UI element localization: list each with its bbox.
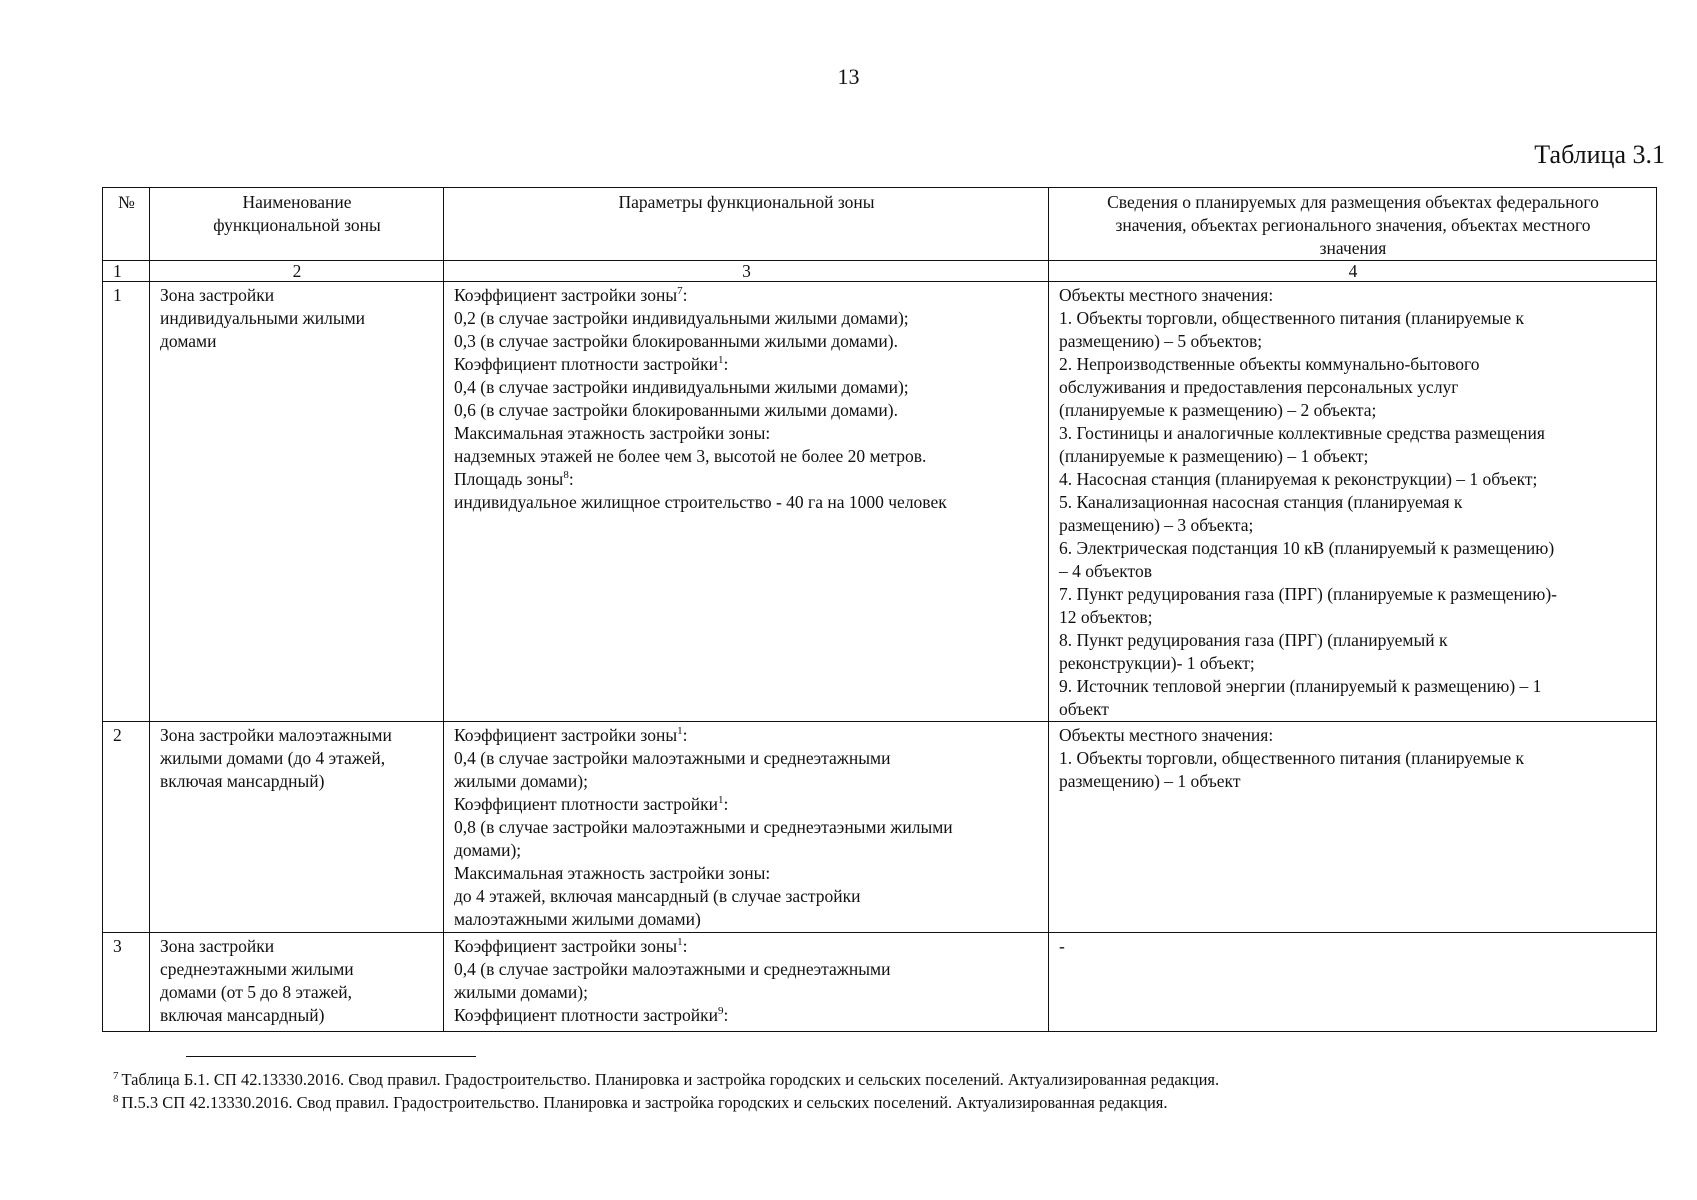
zone-parameters: Коэффициент застройки зоны$^1$: 0,4 (в случае застройки малоэтажными и среднеэтажными жилыми домами); Коэффициент плотности застройки$^1$: 0,8 (в случае застройки малоэтажными и среднеэтаэными жилыми домами); Максимальная этажность застройки зоны: до 4 этажей, включая мансардный (в случае застройки малоэтажными жилыми домами) bbox=[444, 722, 1049, 933]
table-row bbox=[103, 933, 1657, 1032]
planned-objects: - bbox=[1049, 933, 1657, 1032]
zone-name: Зона застройки среднеэтажными жилыми домами (от 5 до 8 этажей, включая мансардный) bbox=[150, 933, 444, 1032]
table-header-row bbox=[103, 188, 1657, 261]
footnote-divider bbox=[186, 1056, 476, 1057]
column-number: 3 bbox=[444, 261, 1049, 282]
column-number-row bbox=[103, 261, 1657, 282]
footnote: $^7$ Таблица Б.1. СП 42.13330.2016. Свод правил. Градостроительство. Планировка и застройка городских и сельских поселений. Актуализированная редакция. bbox=[113, 1070, 1220, 1089]
zone-parameters: Коэффициент застройки зоны$^7$: 0,2 (в случае застройки индивидуальными жилыми домами); 0,3 (в случае застройки блокированными жилыми домами). Коэффициент плотности застройки$^1$: 0,4 (в случае застройки индивидуальными жилыми домами); 0,6 (в случае застройки блокированными жилыми домами). Максимальная этажность застройки зоны: надземных этажей не более чем 3, высотой не более 20 метров. Площадь зоны$^8$: индивидуальное жилищное строительство - 40 га на 1000 человек bbox=[444, 282, 1049, 722]
footnote: $^8$ П.5.3 СП 42.13330.2016. Свод правил. Градостроительство. Планировка и застройка городских и сельских поселений. Актуализированная редакция. bbox=[113, 1093, 1168, 1112]
zone-name: Зона застройки малоэтажными жилыми домами (до 4 этажей, включая мансардный) bbox=[150, 722, 444, 933]
page-number: 13 bbox=[837, 64, 860, 89]
planned-objects: Объекты местного значения: 1. Объекты торговли, общественного питания (планируемые к размещению) – 1 объект bbox=[1049, 722, 1657, 933]
table-row bbox=[103, 282, 1657, 722]
column-number: 2 bbox=[150, 261, 444, 282]
footnotes bbox=[113, 1068, 1653, 1114]
column-number: 4 bbox=[1049, 261, 1657, 282]
table-caption: Таблица 3.1 bbox=[1534, 140, 1665, 169]
row-number: 2 bbox=[103, 722, 150, 933]
zone-parameters: Коэффициент застройки зоны$^1$: 0,4 (в случае застройки малоэтажными и среднеэтажными жилыми домами); Коэффициент плотности застройки$^9$: bbox=[444, 933, 1049, 1032]
header-number: № bbox=[103, 188, 150, 261]
zones-table bbox=[102, 187, 1657, 1032]
table-row bbox=[103, 722, 1657, 933]
row-number: 3 bbox=[103, 933, 150, 1032]
planned-objects: Объекты местного значения: 1. Объекты торговли, общественного питания (планируемые к размещению) – 5 объектов; 2. Непроизводственные объекты коммунально-бытового обслуживания и предоставления персональных услуг (планируемые к размещению) – 2 объекта; 3. Гостиницы и аналогичные коллективные средства размещения (планируемые к размещению) – 1 объект; 4. Насосная станция (планируемая к реконструкции) – 1 объект; 5. Канализационная насосная станция (планируемая к размещению) – 3 объекта; 6. Электрическая подстанция 10 кВ (планируемый к размещению) – 4 объектов 7. Пункт редуцирования газа (ПРГ) (планируемые к размещению)- 12 объектов; 8. Пункт редуцирования газа (ПРГ) (планируемый к реконструкции)- 1 объект; 9. Источник тепловой энергии (планируемый к размещению) – 1 объект bbox=[1049, 282, 1657, 722]
zone-name: Зона застройки индивидуальными жилыми домами bbox=[150, 282, 444, 722]
row-number: 1 bbox=[103, 282, 150, 722]
header-planned-objects: Сведения о планируемых для размещения объектах федерального значения, объектах регионального значения, объектах местного значения bbox=[1049, 188, 1657, 261]
header-zone-parameters: Параметры функциональной зоны bbox=[444, 188, 1049, 261]
column-number: 1 bbox=[103, 261, 150, 282]
header-zone-name: Наименование функциональной зоны bbox=[150, 188, 444, 261]
